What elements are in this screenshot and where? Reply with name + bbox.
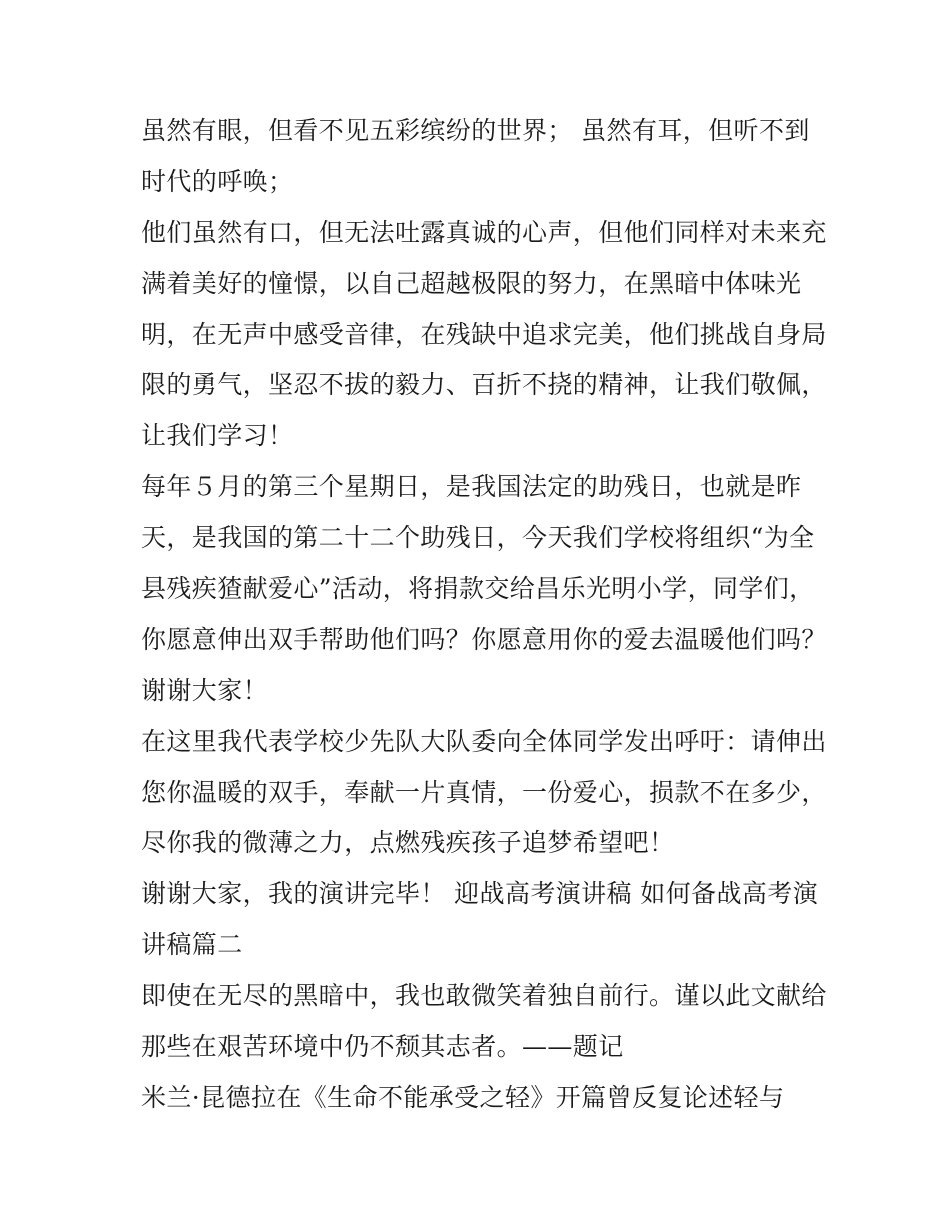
text-line: 您你温暖的双手，奉献一片真情，一份爱心，损款不在多少，: [141, 777, 827, 807]
text-line: 谢谢大家，我的演讲完毕！ 迎战高考演讲稿 如何备战高考演: [141, 879, 819, 909]
text-line: 即使在无尽的黑暗中，我也敢微笑着独自前行。谨以此文献给: [141, 981, 827, 1011]
text-line: 限的勇气，坚忍不拔的毅力、百折不挠的精神，让我们敬佩，: [141, 370, 827, 400]
text-line: 在这里我代表学校少先队大队委向全体同学发出呼吁：请伸出: [141, 726, 827, 756]
text-line: 每年５月的第三个星期日，是我国法定的助残日，也就是昨: [141, 472, 802, 502]
text-line: 天，是我国的第二十二个助残日，今天我们学校将组织“为全: [141, 523, 815, 553]
text-line: 你愿意伸出双手帮助他们吗？你愿意用你的爱去温暖他们吗？: [141, 624, 827, 654]
text-line: 明，在无声中感受音律，在残缺中追求完美，他们挑战自身局: [141, 319, 827, 349]
text-line: 米兰·昆德拉在《生命不能承受之轻》开篇曾反复论述轻与: [141, 1082, 785, 1112]
text-line: 他们虽然有口，但无法吐露真诚的心声，但他们同样对未来充: [141, 217, 827, 247]
text-line: 谢谢大家！: [141, 675, 269, 705]
text-line: 虽然有眼，但看不见五彩缤纷的世界； 虽然有耳，但听不到: [141, 116, 810, 145]
text-line: 讲稿篇二: [141, 930, 243, 960]
document-body: [141, 106, 827, 1124]
text-line: 让我们学习！: [141, 421, 294, 451]
text-line: 尽你我的微薄之力，点燃残疾孩子追梦希望吧！: [141, 828, 675, 858]
text-line: 满着美好的憧憬，以自己超越极限的努力，在黑暗中体味光: [141, 268, 802, 298]
text-line: 时代的呼唤；: [141, 166, 294, 196]
text-line: 县残疾猹献爱心”活动，将捐款交给昌乐光明小学，同学们，: [141, 574, 815, 604]
text-line: 那些在艰苦环境中仍不颓其志者。——题记: [141, 1032, 624, 1062]
